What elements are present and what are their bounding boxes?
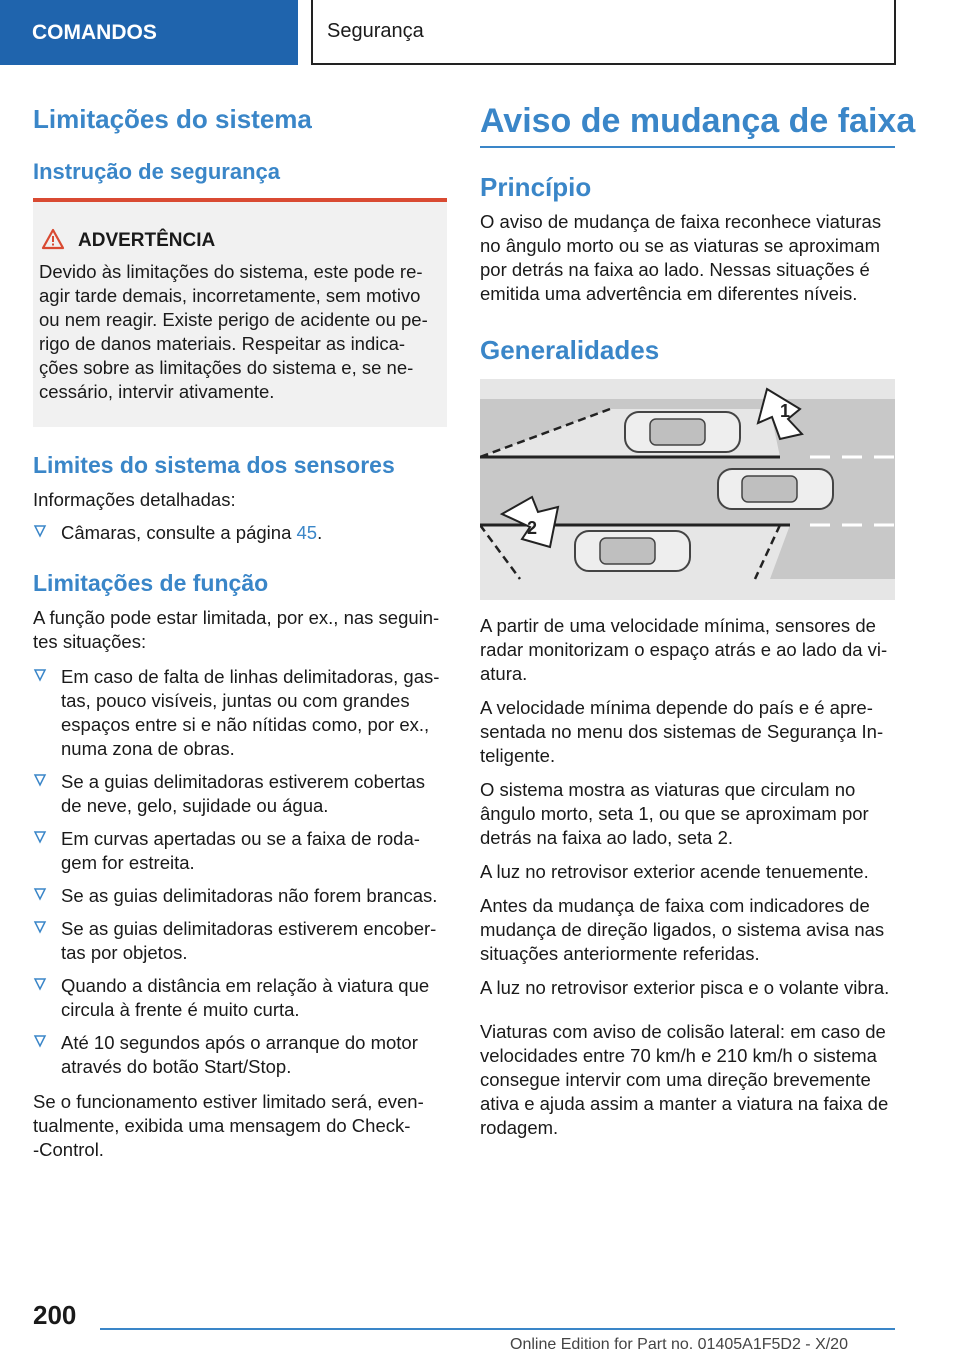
function-intro-line1: A função pode estar limitada, por ex., nas seguin- [33, 607, 440, 628]
bullet-arrow-icon [33, 1034, 47, 1048]
bullet-arrow-icon [33, 887, 47, 901]
list-item: Se a guias delimitadoras estiverem cobertas de neve, gelo, sujidade ou água. [33, 770, 475, 818]
heading-system-limits: Limitações do sistema [33, 104, 312, 134]
warning-triangle-icon [41, 228, 65, 250]
svg-text:2: 2 [527, 518, 538, 538]
bullet-arrow-icon [33, 668, 47, 682]
heading-safety-instruction: Instrução de segurança [33, 159, 280, 184]
details-label: Informações detalhadas: [33, 489, 236, 510]
heading-rule [480, 146, 895, 148]
warning-text: Devido às limitações do sistema, este pode re- agir tarde demais, incorretamente, sem motivo ou nem reagir. Existe perigo de acidente ou pe- rigo de danos materiais. Respeitar as indica- ções sobre as limitações do sistema e, se ne- cessário, intervir ativamente. [39, 261, 428, 402]
list-item: Quando a distância em relação à viatura que circula à frente é muito curta. [33, 974, 475, 1022]
heading-function-limits: Limitações de função [33, 570, 269, 596]
bullet-arrow-icon [33, 524, 47, 538]
section-title: Segurança [311, 0, 896, 65]
car-top [625, 412, 740, 452]
footer-rule [100, 1328, 895, 1330]
svg-text:1: 1 [780, 401, 791, 421]
page-link[interactable]: 45 [296, 522, 318, 543]
chapter-tab: COMANDOS [0, 0, 298, 65]
heading-lane-change-warning: Aviso de mudança de faixa [480, 102, 916, 140]
car-bottom [575, 531, 690, 571]
car-middle [718, 469, 833, 509]
list-item: Se as guias delimitadoras estiverem encober- tas por objetos. [33, 917, 475, 965]
list-item: Se as guias delimitadoras não forem brancas. [33, 884, 475, 908]
body-text: A partir de uma velocidade mínima, sensores de radar monitorizam o espaço atrás e ao lado da vi- atura. A velocidade mínima depende do país e é apre- sentada no menu dos sistemas de Segurança In- teligente. O sistema mostra as viaturas que circulam no ângulo morto, seta 1, ou que se aproximam por detrás na faixa ao lado, seta 2. A luz no retrovisor exterior acende tenuemente. Antes da mudança de faixa com indicadores de mudança de direção ligados, o sistema avisa nas situações anteriormente referidas. A luz no retrovisor exterior pisca e o volante vibra. Viaturas com aviso de colisão lateral: em caso de velocidades entre 70 km/h e 210 km/h o sistema consegue intervir com uma direção brevemente ativa e ajuda assim a manter a viatura na faixa de rodagem. [480, 615, 890, 1138]
warning-box [33, 198, 447, 427]
heading-sensor-limits: Limites do sistema dos sensores [33, 452, 395, 478]
page-number: 200 [33, 1300, 77, 1330]
bullet-arrow-icon [33, 920, 47, 934]
heading-principle: Princípio [480, 172, 592, 202]
bullet-arrow-icon [33, 773, 47, 787]
closing-paragraph: Se o funcionamento estiver limitado será, even- tualmente, exibida uma mensagem do Check- -Control. [33, 1091, 424, 1160]
edition-note: Online Edition for Part no. 01405A1F5D2 - X/20 [510, 1336, 848, 1353]
period: . [317, 522, 323, 543]
bullet-arrow-icon [33, 830, 47, 844]
camera-text: Câmaras, consulte a página [61, 522, 297, 543]
lane-change-figure [480, 379, 895, 600]
list-item: Até 10 segundos após o arranque do motor através do botão Start/Stop. [33, 1031, 475, 1079]
warning-title: ADVERTÊNCIA [78, 230, 216, 251]
bullet-arrow-icon [33, 977, 47, 991]
heading-general: Generalidades [480, 335, 660, 365]
list-item: Em curvas apertadas ou se a faixa de roda- gem for estreita. [33, 827, 475, 875]
function-intro-line2: tes situações: [33, 631, 147, 652]
principle-paragraph: O aviso de mudança de faixa reconhece viaturas no ângulo morto ou se as viaturas se aproximam por detrás na faixa ao lado. Nessas situações é emitida uma advertência em diferentes níveis. [480, 211, 882, 304]
list-item [33, 521, 475, 545]
list-item: Em caso de falta de linhas delimitadoras, gas- tas, pouco visíveis, juntas ou com grandes espaços entre si e não nítidas como, por ex., numa zona de obras. [33, 665, 475, 761]
